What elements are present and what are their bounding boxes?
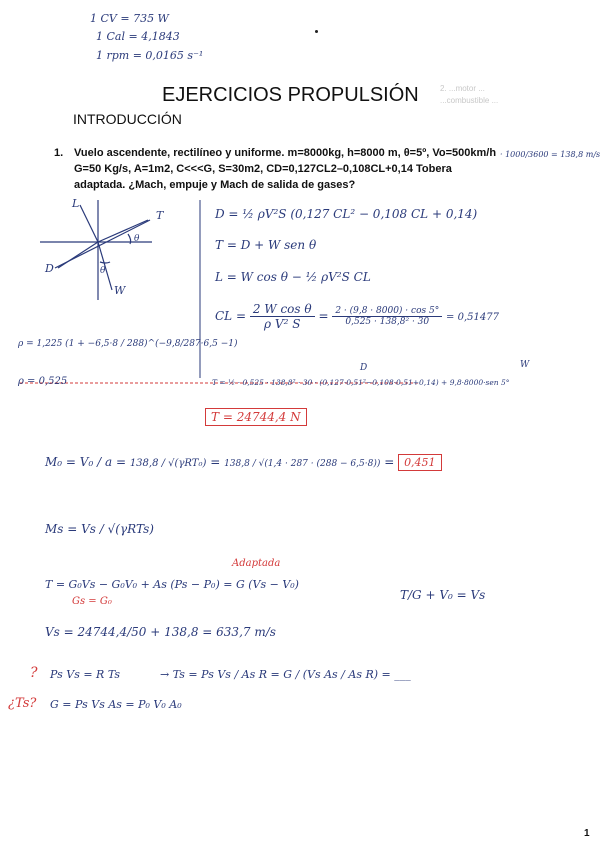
cl-fraction <box>250 302 315 331</box>
eq-density: ρ = 1,225 (1 + −6,5·8 / 288)^(−9,8/287·6,5 −1) <box>18 339 238 349</box>
question-ts: ¿Ts? <box>8 696 37 711</box>
question-mark: ? <box>30 665 38 681</box>
eq-machs: Ms = Vs / √(γRTs) <box>45 522 154 536</box>
eq-thrust-calc: T = ½ · 0,525 · 138,8² · 30 · (0,127·0,51²−0,108·0,51+0,14) + 9,8·8000·sen 5° <box>212 378 510 387</box>
eq-thrust-side: T/G + V₀ = Vs <box>400 588 486 602</box>
problem-line-1: Vuelo ascendente, rectilíneo y uniforme. m=8000kg, h=8000 m, θ=5º, Vo=500km/h <box>74 147 497 159</box>
annot-adaptada: Adaptada <box>232 558 281 569</box>
mach0-c: 138,8 / √(1,4 · 287 · (288 − 6,5·8)) <box>224 459 381 469</box>
eq-exit-state: Ps Vs = R Ts <box>50 668 121 681</box>
eq-mass-continuity: G = Ps Vs As = P₀ V₀ A₀ <box>50 698 182 711</box>
cl-den: ρ V² S <box>264 317 301 331</box>
problem-line-2: G=50 Kg/s, A=1m2, C<<<G, S=30m2, CD=0,127CL2–0,108CL+0,14 Tobera <box>74 163 452 175</box>
section-heading: INTRODUCCIÓN <box>73 111 182 127</box>
label-L: L <box>72 197 80 210</box>
mach0-a: V₀ / a <box>79 455 113 469</box>
label-theta-2: θ <box>100 266 106 276</box>
problem-line-3: adaptada. ¿Mach, empuje y Mach de salida de gases? <box>74 179 356 191</box>
cl-num-values: 2 · (9,8 · 8000) · cos 5° <box>332 306 442 317</box>
eq-mass-flow: Gs = G₀ <box>72 596 112 607</box>
label-W-brace: W <box>520 360 530 370</box>
eq-exit-temp: → Ts = Ps Vs / As R = G / (Vs As / As R) = ___ <box>160 668 411 681</box>
label-T: T <box>156 209 164 222</box>
note-rpm: 1 rpm = 0,0165 s⁻¹ <box>96 49 204 62</box>
page-number: 1 <box>584 828 590 839</box>
cl-result: = 0,51477 <box>446 312 499 323</box>
label-W: W <box>114 284 126 297</box>
thrust-result: T = 24744,4 N <box>205 408 307 426</box>
ghost-text-2: ...combustible ... <box>440 96 499 105</box>
mach0-label: M₀ = <box>45 455 76 469</box>
page-title: EJERCICIOS PROPULSIÓN <box>162 84 419 106</box>
eq-exit-velocity: Vs = 24744,4/50 + 138,8 = 633,7 m/s <box>45 625 276 639</box>
eq-density-value: ρ = 0,525 <box>18 376 68 387</box>
eq-drag: D = ½ ρV²S (0,127 CL² − 0,108 CL + 0,14) <box>215 207 478 221</box>
note-cv: 1 CV = 735 W <box>90 12 169 25</box>
cl-label: CL = <box>215 309 247 323</box>
eq-lift: L = W cos θ − ½ ρV²S CL <box>215 270 371 284</box>
speed-conversion: · 1000/3600 = 138,8 m/s <box>500 150 600 159</box>
label-D-brace: D <box>360 363 368 373</box>
eq-thrust-momentum: T = G₀Vs − G₀V₀ + As (Ps − P₀) = G (Vs − V₀) <box>45 578 299 591</box>
cl-fraction-values <box>332 306 442 327</box>
mach0-b: 138,8 / √(γRT₀) <box>129 458 207 469</box>
mach0-result: 0,451 <box>398 454 442 471</box>
problem-number: 1. <box>54 147 64 159</box>
eq-mach0: M₀ = V₀ / a = 138,8 / √(γRT₀) = 138,8 / √(1,4 · 287 · (288 − 6,5·8)) = 0,451 <box>45 455 442 469</box>
eq-thrust-balance: T = D + W sen θ <box>215 238 317 252</box>
cl-num: 2 W cos θ <box>250 302 315 317</box>
ghost-text-1: 2. ...motor ... <box>440 84 485 93</box>
note-cal: 1 Cal = 4,1843 <box>96 30 180 43</box>
label-theta: θ <box>134 234 140 244</box>
eq-cl: CL = $\frac{\text{2 W cos θ}}{\text{ρ V² S}}$ = $\frac{2 \cdot (9,8 \cdot 8000) \cdot \cos 5^\circ}{\text{0,525 · 138,8² · 30}}$ = 0,51477 <box>215 302 499 331</box>
cl-den-values: 0,525 · 138,8² · 30 <box>345 317 430 327</box>
label-D: D <box>45 262 54 275</box>
